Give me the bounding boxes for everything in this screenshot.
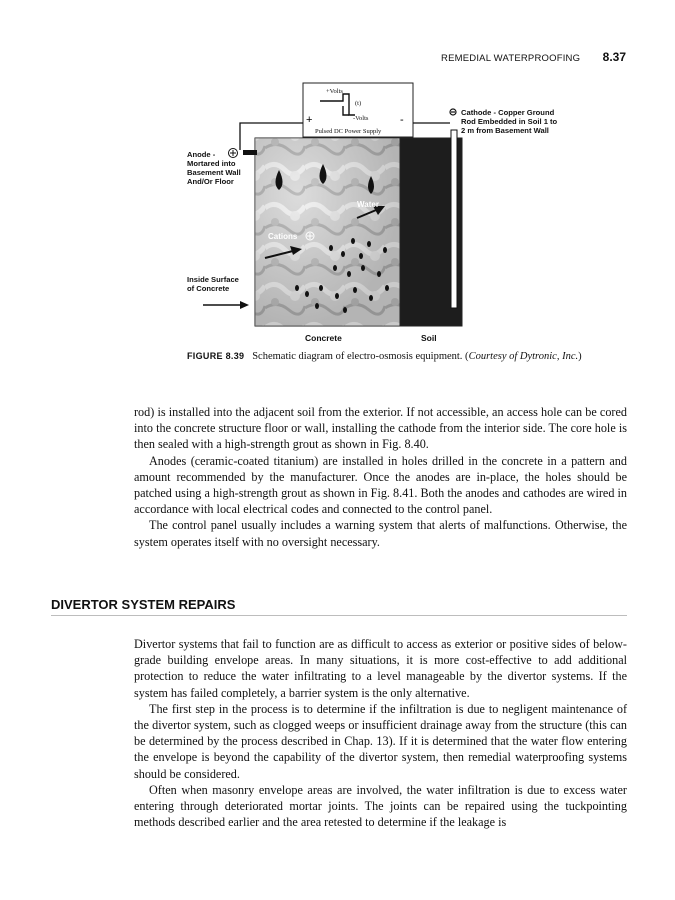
negative-terminal-sign: - (400, 114, 404, 126)
anode-label-line-1: Anode - (187, 150, 216, 159)
power-supply-label: Pulsed DC Power Supply (315, 128, 382, 135)
body-text-top (134, 404, 627, 550)
anode-label-line-2: Mortared into (187, 159, 236, 168)
running-head-title: REMEDIAL WATERPROOFING (441, 53, 581, 64)
anode-rod (243, 150, 257, 155)
paragraph: Divertor systems that fail to function are as difficult to access as exterior or positive sides of below-grade building envelope areas. In many situations, it is more cost-effective to add additional protection to reduce the water infiltrating to a level manageable by the divertor systems. If the system has failed completely, a barrier system is the only alternative. (134, 637, 627, 700)
anode-label-line-3: Basement Wall (187, 168, 241, 177)
cathode-rod (451, 130, 457, 308)
figure-caption-close: ) (578, 351, 582, 362)
running-head (0, 48, 626, 66)
cathode-label-line-2: Rod Embedded in Soil 1 to (461, 117, 558, 126)
paragraph: Anodes (ceramic-coated titanium) are installed in holes drilled in the concrete in a pattern and amount recommended by the manufacturer. Once the anodes are in-place, the holes should be patched using a high-strength grout as shown in Fig. 8.41. Both the anodes and cathodes are wired in accordance with local electrical codes and connected to the control panel. (134, 453, 627, 517)
figure-electro-osmosis (185, 78, 558, 348)
minus-volts-label: -Volts (353, 115, 369, 122)
paragraph: Often when masonry envelope areas are involved, the water infiltration is due to excess water entering through deteriorated mortar joints. The joints can be repaired using the tuckpointing methods described earlier and the area retested to determine if the leakage is (134, 782, 627, 830)
figure-caption (187, 350, 587, 364)
electro-osmosis-diagram (185, 78, 558, 348)
paragraph: The first step in the process is to determine if the infiltration is due to negligent maintenance of the divertor system, such as clogged weeps or insufficient drainage away from the structure (this can be determined by the process described in Chap. 13). If it is determined that the water flow entering the envelope is beyond the capability of the divertor system, then remedial waterproofing systems should be considered. (134, 701, 627, 781)
inside-surface-label-line-2: of Concrete (187, 284, 230, 293)
figure-caption-text: Schematic diagram of electro-osmosis equipment. ( (252, 351, 469, 362)
figure-caption-credit: Courtesy of Dytronic, Inc. (468, 351, 579, 362)
concrete-label: Concrete (305, 333, 342, 343)
plus-volts-label: +Volts (326, 88, 343, 95)
water-label: Water (357, 200, 379, 209)
section-heading: DIVERTOR SYSTEM REPAIRS (51, 597, 627, 616)
cathode-label-line-3: 2 m from Basement Wall (461, 126, 549, 135)
paragraph: rod) is installed into the adjacent soil from the exterior. If not accessible, an access hole can be cored into the concrete structure floor or wall, installing the cathode from the interior side. The core hole is then sealed with a high-strength grout as shown in Fig. 8.40. (134, 405, 627, 452)
cations-label: Cations (268, 232, 298, 241)
time-symbol-label: (t) (355, 100, 362, 107)
cathode-label-line-1: Cathode - Copper Ground (461, 108, 555, 117)
soil-label: Soil (421, 333, 437, 343)
body-text-bottom (134, 636, 627, 830)
page-number: 8.37 (602, 50, 626, 64)
inside-surface-label-line-1: Inside Surface (187, 275, 239, 284)
positive-terminal-sign: + (306, 114, 313, 126)
figure-caption-number: FIGURE 8.39 (187, 351, 245, 361)
anode-label-line-4: And/Or Floor (187, 177, 234, 186)
paragraph: The control panel usually includes a warning system that alerts of malfunctions. Otherwise, the system operates itself with no oversight necessary. (134, 518, 627, 549)
